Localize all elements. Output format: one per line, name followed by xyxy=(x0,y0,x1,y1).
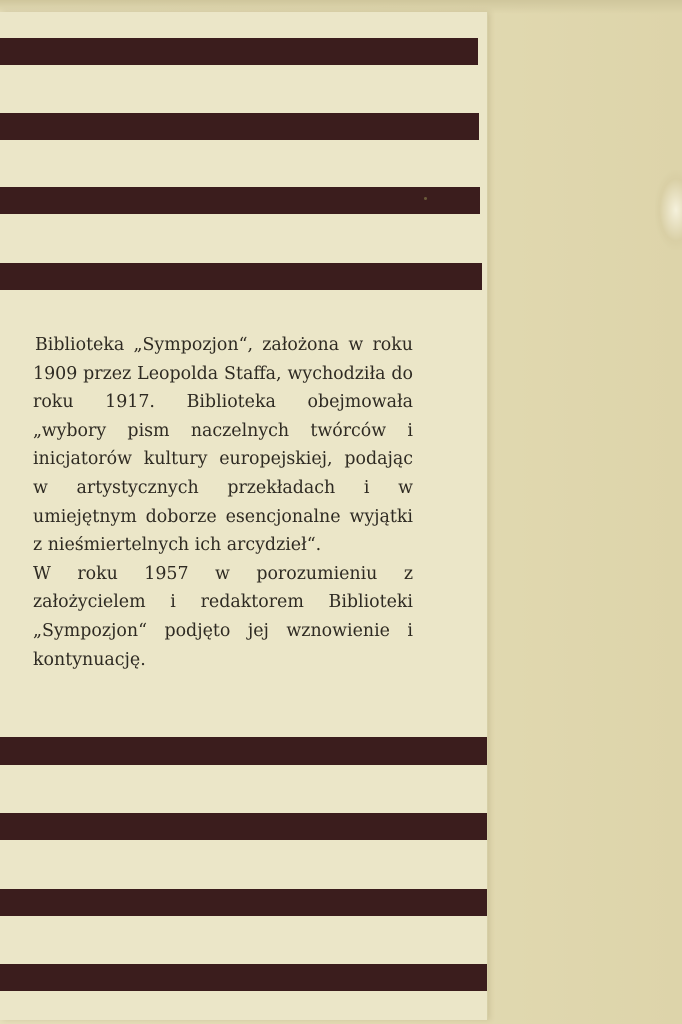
decorative-stripe-bottom-1 xyxy=(0,737,487,765)
decorative-stripe-bottom-3 xyxy=(0,889,487,916)
decorative-stripe-top-1 xyxy=(0,38,478,65)
decorative-stripe-bottom-4 xyxy=(0,964,487,991)
cover-flap xyxy=(0,12,487,1020)
tape-mark xyxy=(655,170,682,250)
decorative-stripe-top-4 xyxy=(0,263,482,290)
print-speck xyxy=(424,197,427,200)
decorative-stripe-top-3 xyxy=(0,187,480,214)
description-text-block xyxy=(33,331,413,674)
decorative-stripe-top-2 xyxy=(0,113,479,140)
description-paragraph-1: Biblioteka „Sympozjon“, założona w roku 1909 przez Leopolda Staffa, wychodziła do roku 1917. Biblioteka obejmowała „wybory pism naczelnych twórców i inicjatorów kultury europejskiej, podając w artystycznych przekładach i w umiejętnym doborze esencjonalne wyjątki z nieśmiertelnych ich arcydzieł“. xyxy=(33,335,413,556)
description-paragraph-2: W roku 1957 w porozumieniu z założycielem i redaktorem Biblioteki „Sympozjon“ podjęto jej wznowienie i kontynuację. xyxy=(33,563,413,670)
decorative-stripe-bottom-2 xyxy=(0,813,487,840)
